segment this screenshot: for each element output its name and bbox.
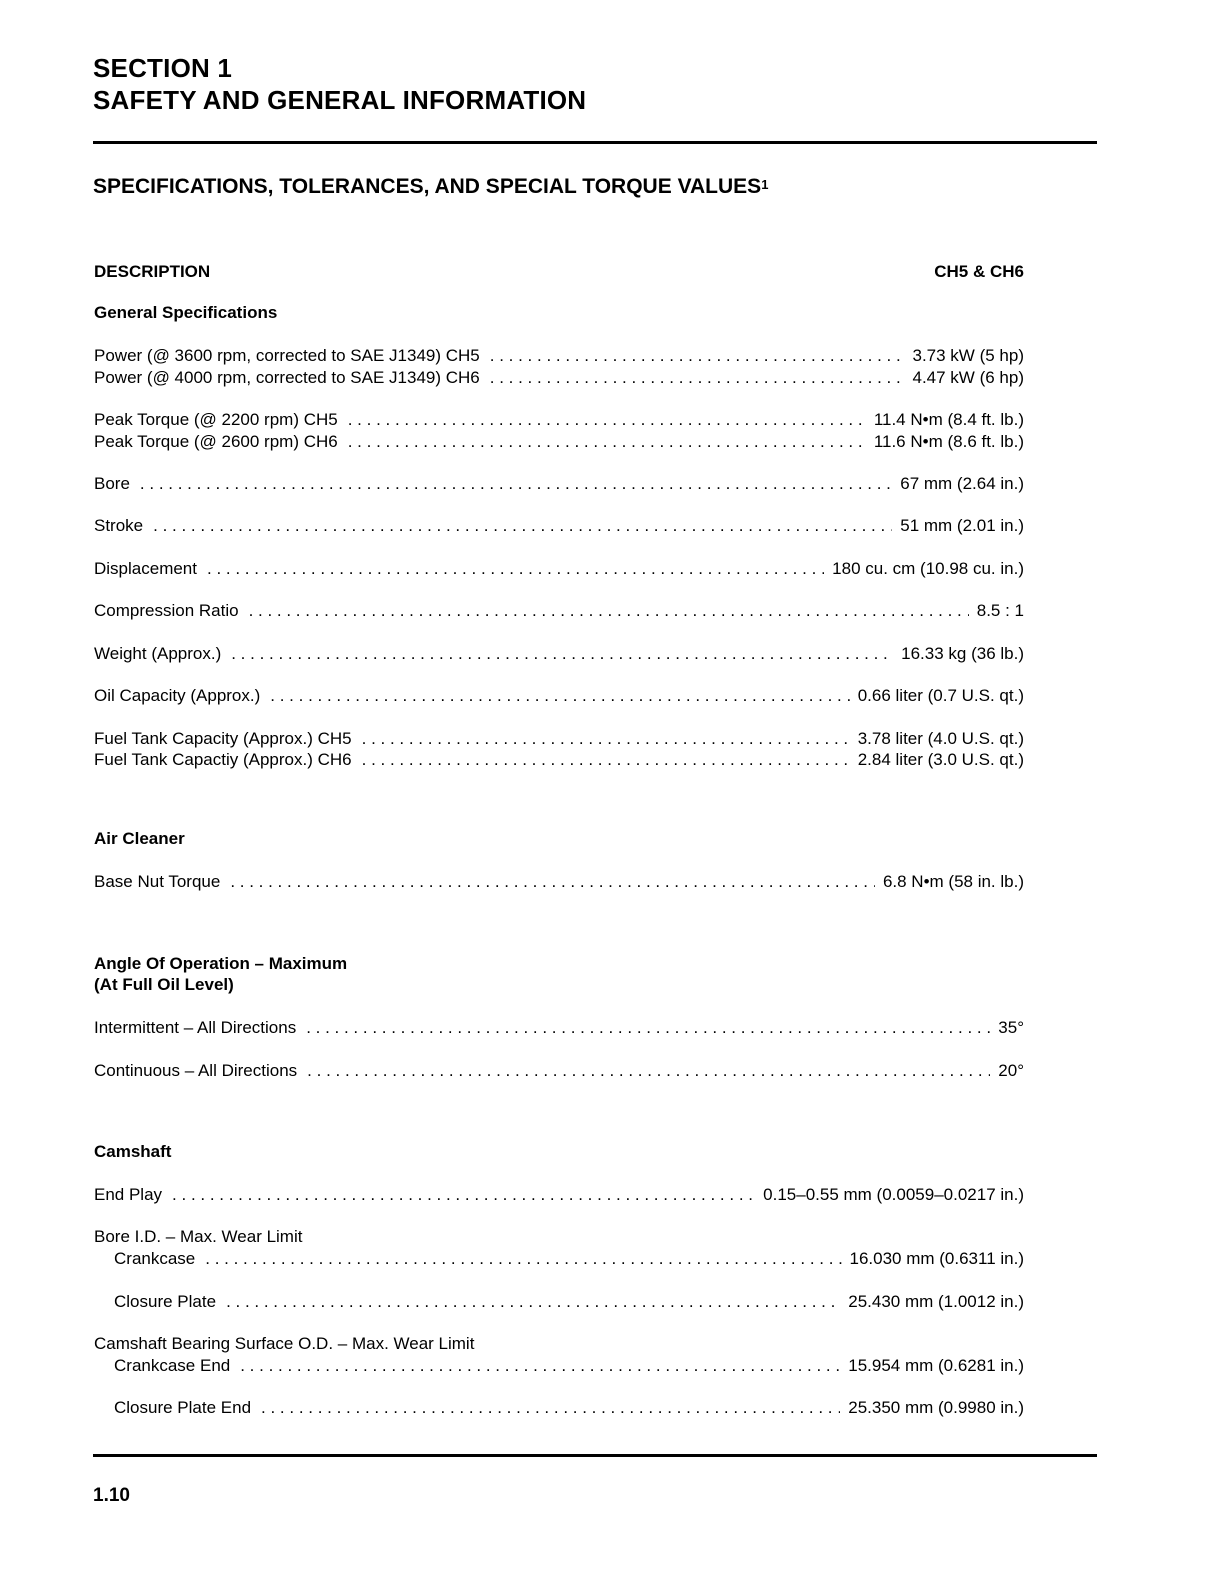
spec-value: 0.66 liter (0.7 U.S. qt.) [857,686,1024,705]
dot-leader [362,749,850,771]
dot-leader [348,409,866,431]
spec-value: 180 cu. cm (10.98 cu. in.) [832,559,1024,578]
spec-value: 4.47 kW (6 hp) [912,368,1024,387]
spec-row [94,1184,1024,1206]
spec-row [94,871,1024,893]
spec-label: Closure Plate End [114,1398,252,1417]
spec-value: 8.5 : 1 [976,601,1024,620]
spec-label: Compression Ratio [94,601,239,620]
dot-leader [362,728,850,750]
spec-label: Bore [94,474,130,493]
column-header-description: DESCRIPTION [94,262,211,281]
spec-label: Closure Plate [114,1292,217,1311]
spec-value: 11.6 N•m (8.6 ft. lb.) [873,432,1024,451]
spec-value: 20° [998,1061,1024,1080]
dot-leader [231,643,893,665]
air-cleaner-heading: Air Cleaner [94,829,185,848]
spec-value: 3.78 liter (4.0 U.S. qt.) [857,729,1024,748]
section-header [93,52,586,116]
dot-leader [270,685,849,707]
spec-value: 16.33 kg (36 lb.) [901,644,1024,663]
spec-row [94,1060,1024,1082]
spec-value: 67 mm (2.64 in.) [900,474,1024,493]
angle-subheading: (At Full Oil Level) [94,975,234,994]
spec-row [94,515,1024,537]
spec-value: 2.84 liter (3.0 U.S. qt.) [857,750,1024,769]
spec-row [94,1017,1024,1039]
spec-value: 16.030 mm (0.6311 in.) [849,1249,1024,1268]
spec-label: Power (@ 4000 rpm, corrected to SAE J1349) CH6 [94,368,480,387]
spec-label: Crankcase [114,1249,196,1268]
dot-leader [249,600,969,622]
spec-label: Fuel Tank Capactiy (Approx.) CH6 [94,750,352,769]
spec-value: 15.954 mm (0.6281 in.) [848,1356,1024,1375]
section-title: SAFETY AND GENERAL INFORMATION [93,85,587,115]
section-number: SECTION 1 [93,53,233,83]
spec-value: 3.73 kW (5 hp) [912,346,1024,365]
spec-label: Crankcase End [114,1356,231,1375]
spec-row [114,1355,1024,1377]
spec-value: 11.4 N•m (8.4 ft. lb.) [873,410,1024,429]
spec-row [94,367,1024,389]
spec-row [94,431,1024,453]
spec-row [94,473,1024,495]
spec-row [94,749,1024,771]
spec-value: 51 mm (2.01 in.) [900,516,1024,535]
spec-value: 25.350 mm (0.9980 in.) [848,1398,1024,1417]
spec-row [114,1291,1024,1313]
page-title-text: SPECIFICATIONS, TOLERANCES, AND SPECIAL TORQUE VALUES [93,175,762,198]
bearing-surface-heading: Camshaft Bearing Surface O.D. – Max. Wear Limit [94,1334,475,1353]
dot-leader [207,558,824,580]
spec-row [94,728,1024,750]
spec-row [94,685,1024,707]
top-divider [93,141,1097,144]
spec-row [94,643,1024,665]
spec-row [114,1248,1024,1270]
spec-row [94,558,1024,580]
bore-id-heading: Bore I.D. – Max. Wear Limit [94,1227,303,1246]
angle-heading: Angle Of Operation – Maximum [94,954,348,973]
spec-label: Peak Torque (@ 2600 rpm) CH6 [94,432,338,451]
spec-label: Fuel Tank Capacity (Approx.) CH5 [94,729,352,748]
spec-row [94,345,1024,367]
spec-row [114,1397,1024,1419]
dot-leader [261,1397,840,1419]
spec-label: Continuous – All Directions [94,1061,298,1080]
dot-leader [490,345,905,367]
dot-leader [490,367,905,389]
spec-row [94,409,1024,431]
dot-leader [230,871,875,893]
spec-value: 6.8 N•m (58 in. lb.) [882,872,1024,891]
spec-row [94,600,1024,622]
spec-value: 35° [998,1018,1024,1037]
spec-label: Peak Torque (@ 2200 rpm) CH5 [94,410,338,429]
column-header-models: CH5 & CH6 [934,262,1024,281]
dot-leader [205,1248,841,1270]
dot-leader [348,431,866,453]
dot-leader [306,1017,990,1039]
bottom-divider [93,1454,1097,1457]
spec-label: Displacement [94,559,197,578]
dot-leader [140,473,892,495]
spec-label: Oil Capacity (Approx.) [94,686,261,705]
spec-label: Base Nut Torque [94,872,221,891]
spec-label: Intermittent – All Directions [94,1018,297,1037]
spec-value: 25.430 mm (1.0012 in.) [848,1292,1024,1311]
spec-label: Weight (Approx.) [94,644,222,663]
spec-value: 0.15–0.55 mm (0.0059–0.0217 in.) [763,1185,1024,1204]
dot-leader [153,515,892,537]
footnote-marker: 1 [761,177,769,192]
spec-label: Power (@ 3600 rpm, corrected to SAE J1349) CH5 [94,346,480,365]
spec-label: Stroke [94,516,144,535]
page-number: 1.10 [93,1485,130,1506]
spec-label: End Play [94,1185,163,1204]
dot-leader [226,1291,840,1313]
dot-leader [307,1060,990,1082]
dot-leader [172,1184,755,1206]
page-title [93,173,768,201]
dot-leader [240,1355,840,1377]
camshaft-heading: Camshaft [94,1142,172,1161]
general-specs-heading: General Specifications [94,303,278,322]
